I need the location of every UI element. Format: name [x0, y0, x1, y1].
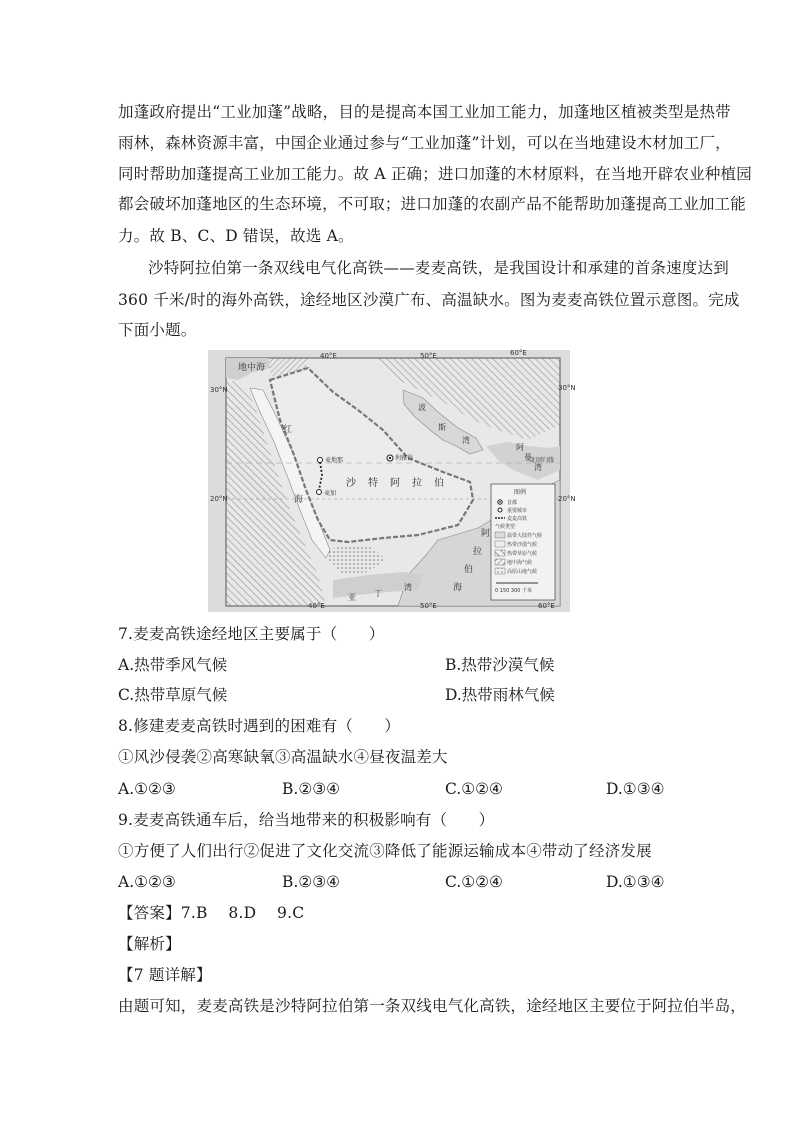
q8-option-c: C.①②④	[445, 780, 503, 798]
lat-label: 20°N	[210, 495, 228, 503]
persian-gulf-label: 斯	[438, 423, 446, 432]
paragraph-line: 加蓬政府提出“工业加蓬”战略，目的是提高本国工业加工能力，加蓬地区植被类型是热带	[118, 103, 731, 121]
detail-7-heading: 【7 题详解】	[118, 966, 212, 984]
legend-climate: 热带沙漠气候	[507, 542, 538, 548]
gulf-oman-label: 阿	[516, 443, 524, 452]
lat-label: 30°N	[210, 386, 228, 394]
q7-option-d: D.热带雨林气候	[445, 686, 555, 704]
question-9-items: ①方便了人们出行②促进了文化交流③降低了能源运输成本④带动了经济发展	[118, 842, 652, 860]
analysis-heading: 【解析】	[118, 935, 181, 953]
medina-label: 麦地那	[325, 457, 344, 464]
red-sea-label: 红	[283, 425, 293, 435]
legend-climate: 地中海气候	[507, 560, 533, 566]
legend-climate-title: 气候类型	[495, 524, 516, 530]
legend-railway: 麦麦高铁	[507, 516, 528, 522]
paragraph-line: 下面小题。	[118, 321, 197, 339]
lon-label: 60°E	[538, 602, 555, 610]
mecca-marker	[317, 490, 322, 495]
legend-climate: 高原山地气候	[507, 569, 538, 575]
paragraph-line: 360 千米/时的海外高铁，途经地区沙漠广布、高温缺水。图为麦麦高铁位置示意图。完成	[118, 291, 740, 309]
gulf-oman-label: 曼	[524, 453, 532, 462]
country-label: 伯	[434, 478, 444, 489]
q7-option-c: C.热带草原气候	[118, 686, 228, 704]
lat-label: 30°N	[558, 384, 576, 392]
legend-city: 重要城市	[507, 508, 528, 514]
arabian-sea-label: 伯	[464, 565, 474, 575]
legend-title: 图例	[514, 489, 527, 496]
legend-climate: 温带大陆性气候	[507, 533, 543, 539]
q8-option-a: A.①②③	[118, 780, 176, 798]
paragraph-line: 力。故 B、C、D 错误，故选 A。	[118, 227, 354, 245]
arabian-sea-label: 拉	[473, 547, 483, 557]
lon-label: 60°E	[510, 349, 527, 357]
tropic-label: 北回归线	[530, 457, 555, 464]
q7-option-b: B.热带沙漠气候	[445, 656, 555, 674]
riyadh-marker	[389, 457, 391, 459]
paragraph-line: 都会破坏加蓬地区的生态环境，不可取；进口加蓬的农副产品不能帮助加蓬提高工业加工能	[118, 195, 747, 213]
q9-option-b: B.②③④	[282, 873, 341, 891]
lon-label: 40°E	[308, 602, 325, 610]
red-sea-label: 海	[294, 495, 304, 505]
country-label: 沙	[346, 478, 356, 489]
question-8-stem: 8.修建麦麦高铁时遇到的困难有（ ）	[118, 717, 401, 735]
mecca-label: 麦加	[324, 490, 337, 497]
q8-option-d: D.①③④	[606, 780, 665, 798]
lon-label: 50°E	[420, 602, 437, 610]
lon-label: 50°E	[420, 352, 437, 360]
paragraph-line: 同时帮助加蓬提高工业加工能力。故 A 正确；进口加蓬的木材原料，在当地开辟农业种植园	[118, 165, 752, 183]
arabian-sea-label: 海	[453, 583, 463, 593]
map-legend	[491, 484, 555, 600]
paragraph-line: 沙特阿拉伯第一条双线电气化高铁——麦麦高铁，是我国设计和承建的首条速度达到	[148, 259, 729, 277]
persian-gulf-label: 湾	[462, 436, 470, 445]
mediterranean-label: 地中海	[238, 363, 266, 373]
q9-option-c: C.①②④	[445, 873, 503, 891]
question-9-stem: 9.麦麦高铁通车后，给当地带来的积极影响有（ ）	[118, 811, 495, 829]
q8-option-b: B.②③④	[282, 780, 341, 798]
gulf-aden-label: 亚	[348, 593, 356, 602]
q7-option-a: A.热带季风气候	[118, 656, 228, 674]
lon-label: 40°E	[320, 352, 337, 360]
gulf-aden-label: 湾	[404, 583, 412, 592]
q9-option-d: D.①③④	[606, 873, 665, 891]
legend-scale: 0 150 300 千米	[495, 588, 533, 594]
answer-line: 【答案】7.B 8.D 9.C	[118, 904, 305, 922]
riyadh-label: 利雅得	[395, 455, 414, 462]
explanation-line: 由题可知，麦麦高铁是沙特阿拉伯第一条双线电气化高铁，途经地区主要位于阿拉伯半岛，	[118, 997, 747, 1015]
legend-capital: 首都	[507, 500, 518, 506]
legend-climate: 热带草原气候	[507, 551, 538, 557]
country-label: 阿	[390, 478, 400, 489]
country-label: 拉	[412, 478, 422, 489]
medina-marker	[318, 458, 323, 463]
lat-label: 20°N	[558, 495, 576, 503]
gulf-aden-label: 丁	[374, 589, 382, 598]
country-label: 特	[368, 478, 378, 489]
q9-option-a: A.①②③	[118, 873, 176, 891]
arabian-sea-label: 阿	[481, 529, 491, 539]
persian-gulf-label: 波	[418, 403, 426, 412]
gulf-oman-label: 湾	[534, 463, 542, 472]
question-7-stem: 7.麦麦高铁途经地区主要属于（ ）	[118, 625, 385, 643]
paragraph-line: 雨林，森林资源丰富，中国企业通过参与“工业加蓬”计划，可以在当地建设木材加工厂，	[118, 134, 731, 152]
question-8-items: ①风沙侵袭②高寒缺氧③高温缺水④昼夜温差大	[118, 748, 448, 766]
railway-location-map	[208, 349, 576, 612]
